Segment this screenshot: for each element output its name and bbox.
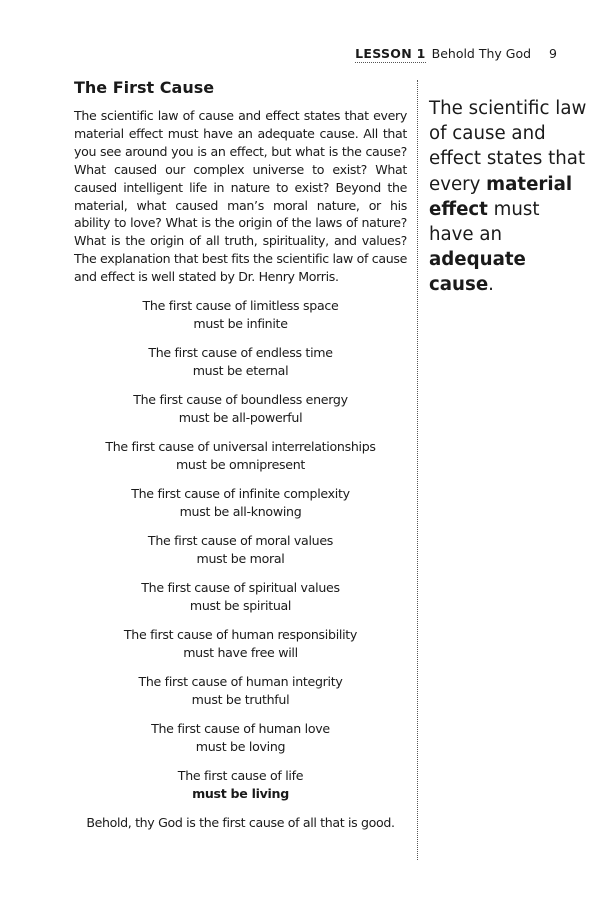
pullquote-text-3: .: [488, 274, 494, 296]
couplet: [74, 438, 407, 474]
couplet-line1: The first cause of human responsibility: [123, 627, 358, 643]
couplet-line1: The first cause of moral values: [147, 533, 334, 549]
couplet-line2: must be all-powerful: [178, 410, 303, 426]
lesson-label: LESSON 1: [355, 46, 426, 61]
couplet-line1: The first cause of human integrity: [138, 674, 343, 690]
couplet-list: [74, 297, 407, 803]
couplet-line1: The first cause of limitless space: [142, 298, 339, 314]
running-head: [355, 46, 557, 63]
pull-quote: [429, 96, 589, 298]
couplet-line1: The first cause of infinite complexity: [131, 486, 350, 502]
couplet: [74, 297, 407, 333]
couplet-line2: must be loving: [195, 739, 286, 755]
couplet: [74, 673, 407, 709]
couplet-line1: The first cause of life: [177, 768, 304, 784]
couplet-line1: The first cause of boundless energy: [133, 392, 348, 408]
couplet-line2: must be omnipresent: [175, 457, 306, 473]
pullquote-text-2: must have an: [429, 198, 540, 246]
closing-line: Behold, thy God is the first cause of all that is good.: [86, 815, 395, 831]
couplet-line2: must be infinite: [193, 316, 288, 332]
couplet-line1: The first cause of human love: [151, 721, 330, 737]
couplet-line2: must be spiritual: [189, 598, 292, 614]
couplet-final: [74, 767, 407, 803]
couplet: [74, 485, 407, 521]
couplet-line2: must be eternal: [192, 363, 289, 379]
section-title: The First Cause: [74, 78, 215, 97]
couplet: [74, 344, 407, 380]
couplet-line2: must have free will: [183, 645, 298, 661]
page-number: 9: [549, 46, 557, 61]
couplet: [74, 391, 407, 427]
couplet-line2: must be truthful: [191, 692, 290, 708]
couplet-line2: must be moral: [196, 551, 285, 567]
intro-paragraph: The scientific law of cause and effect states that every material effect must have an adequate cause. All that you see around you is an effect, but what is the cause? What caused our complex universe to exist? What caused intelligent life in nature to exist? Beyond the material, what caused man’s moral nature, or his ability to love? What is the origin of the laws of nature? What is the origin of all truth, spirituality, and values? The explanation that best fits the scientific law of cause and effect is well stated by Dr. Henry Morris.: [74, 108, 407, 285]
pullquote-bold-2: adequate cause: [429, 249, 526, 296]
pullquote-bold-1: material effect: [429, 173, 573, 220]
pullquote-text-1: The scientific law of cause and effect states that every: [429, 98, 587, 195]
lesson-title: Behold Thy God: [431, 46, 532, 61]
main-column: [74, 78, 407, 845]
column-divider: [417, 80, 418, 860]
couplet: [74, 720, 407, 756]
couplet-line1: The first cause of endless time: [148, 345, 333, 361]
couplet: [74, 626, 407, 662]
couplet: [74, 579, 407, 615]
couplet-line1: The first cause of universal interrelationships: [105, 439, 376, 455]
couplet: [74, 532, 407, 568]
couplet-line2-bold: must be living: [192, 786, 289, 802]
couplet-line1: The first cause of spiritual values: [141, 580, 340, 596]
couplet-line2: must be all-knowing: [179, 504, 302, 520]
